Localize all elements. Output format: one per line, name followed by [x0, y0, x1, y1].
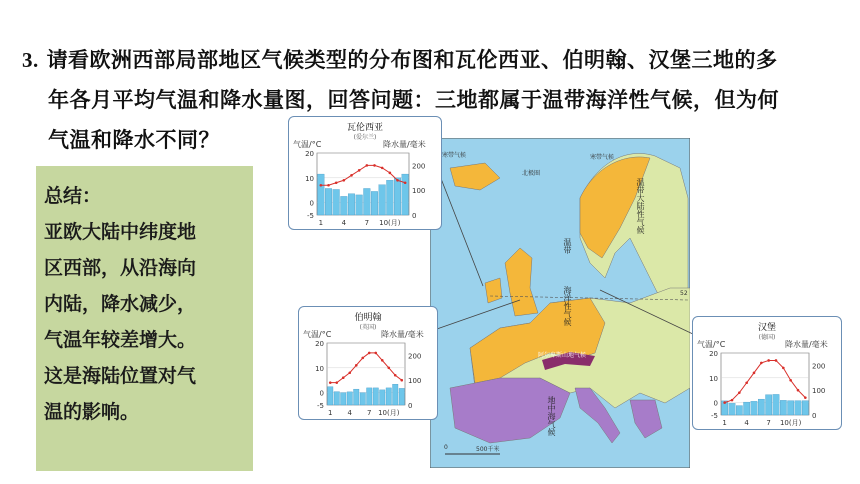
temp-tick-label: -5	[317, 402, 324, 410]
temp-point	[400, 379, 403, 382]
month-tick-label: 7	[364, 219, 370, 227]
temp-point	[797, 389, 800, 392]
precip-bar	[729, 403, 735, 415]
precip-bar	[318, 174, 325, 215]
precip-bar	[736, 406, 742, 415]
summary-line: 亚欧大陆中纬度地	[44, 221, 197, 243]
month-tick-label: 1	[318, 219, 324, 227]
month-tick-label: 4	[347, 409, 352, 417]
precip-axis-label: 降水量/毫米	[381, 330, 424, 339]
precip-bar	[773, 394, 779, 415]
temp-point	[782, 367, 785, 370]
temp-tick-label: 10	[305, 174, 314, 183]
precip-bar	[751, 401, 757, 415]
precip-tick-label: 0	[408, 402, 413, 410]
map-label-continental: 温带大陆性气候	[636, 178, 645, 234]
temp-point	[342, 376, 345, 379]
precip-tick-label: 200	[408, 352, 422, 361]
temp-tick-label: -5	[711, 412, 718, 420]
precip-bar	[744, 402, 750, 415]
precip-bar	[766, 395, 772, 415]
month-tick-label: 7	[766, 419, 771, 427]
chart-plot	[299, 307, 439, 421]
temp-point	[396, 179, 399, 182]
temp-axis-label: 气温/°C	[293, 140, 322, 149]
precip-tick-label: 100	[408, 377, 422, 386]
precip-tick-label: 200	[412, 162, 426, 171]
map-label-oceanic: 海洋性气候	[563, 286, 572, 326]
temp-point	[368, 352, 371, 355]
question-line-1: 请看欧洲西部局部地区气候类型的分布图和瓦伦西亚、伯明翰、汉堡三地的多	[46, 48, 778, 72]
precip-bar	[334, 392, 340, 405]
summary-title: 总结：	[44, 185, 102, 207]
temp-tick-label: 10	[315, 364, 324, 373]
precip-bar	[371, 191, 378, 215]
temp-point	[350, 174, 353, 177]
temp-tick-label: -5	[307, 212, 314, 220]
precip-bar	[328, 387, 334, 405]
chart-title: 汉堡	[757, 323, 776, 333]
temp-point	[381, 359, 384, 362]
map-label-temperate: 温带	[563, 238, 572, 254]
temp-point	[745, 381, 748, 384]
temp-tick-label: 10	[709, 374, 718, 383]
temp-point	[381, 167, 384, 170]
map-scale-label: 500千米	[476, 446, 500, 453]
precip-bar	[393, 384, 399, 405]
month-tick-label: 10(月)	[379, 219, 401, 227]
temp-point	[738, 391, 741, 394]
precip-bar	[341, 196, 348, 215]
precip-bar	[394, 178, 401, 215]
temp-point	[329, 381, 332, 384]
temp-point	[723, 401, 726, 404]
precip-bar	[379, 185, 386, 215]
temp-point	[753, 372, 756, 375]
chart-plot	[693, 317, 843, 431]
month-tick-label: 4	[341, 219, 347, 227]
map-label-arctic-circle: 北极圈	[522, 170, 541, 177]
temp-point	[358, 169, 361, 172]
precip-tick-label: 100	[812, 387, 826, 396]
chart-country: (英国)	[359, 324, 377, 331]
precip-bar	[780, 400, 786, 415]
temp-point	[731, 399, 734, 402]
precip-bar	[367, 388, 373, 405]
temp-point	[366, 164, 369, 167]
temp-point	[804, 396, 807, 399]
chart-plot	[289, 117, 443, 231]
precip-bar	[380, 390, 386, 405]
temp-point	[335, 381, 338, 384]
precip-tick-label: 0	[812, 412, 817, 420]
precip-bar	[347, 392, 353, 405]
temp-point	[355, 364, 358, 367]
temp-point	[387, 367, 390, 370]
precip-bar	[341, 393, 347, 405]
precip-bar	[758, 399, 764, 415]
summary-line: 区西部，从沿海向	[44, 257, 197, 279]
map-label-cold-west: 寒带气候	[442, 152, 467, 159]
temp-axis-label: 气温/°C	[303, 330, 332, 339]
month-tick-label: 10(月)	[378, 409, 400, 417]
temp-point	[343, 179, 346, 182]
temp-tick-label: 20	[315, 340, 324, 348]
temp-point	[335, 181, 338, 184]
map-label-cold-east: 寒带气候	[590, 154, 615, 161]
summary-line: 这是海陆位置对气	[44, 365, 197, 387]
precip-bar	[348, 194, 355, 215]
question-number: 3.	[22, 48, 39, 72]
climate-chart-valentia	[288, 116, 442, 230]
summary-line: 内陆，降水减少，	[44, 293, 197, 315]
map-label-mediterranean: 地中海气候	[547, 396, 556, 436]
temp-tick-label: 20	[305, 150, 314, 158]
precip-axis-label: 降水量/毫米	[785, 340, 828, 349]
map-label-alpine: 阿尔卑斯山地气候	[538, 352, 587, 359]
precip-bar	[356, 195, 363, 215]
precip-bar	[402, 174, 409, 215]
temp-point	[789, 379, 792, 382]
temp-point	[404, 181, 407, 184]
temp-tick-label: 0	[319, 389, 324, 398]
climate-chart-birmingham	[298, 306, 438, 420]
temp-line	[725, 360, 806, 402]
precip-bar	[333, 189, 340, 215]
question-line-3: 气温和降水不同？	[48, 128, 220, 152]
precip-tick-label: 100	[412, 187, 426, 196]
summary-line: 气温年较差增大。	[44, 329, 197, 351]
month-tick-label: 1	[328, 409, 333, 417]
precip-tick-label: 0	[412, 212, 417, 220]
temp-tick-label: 20	[709, 350, 718, 358]
temp-tick-label: 0	[713, 399, 718, 408]
precip-bar	[386, 388, 392, 405]
temp-point	[373, 164, 376, 167]
temp-point	[767, 359, 770, 362]
precip-bar	[373, 388, 379, 405]
temp-point	[394, 374, 397, 377]
map-label-latitude: 52	[680, 290, 688, 297]
precip-axis-label: 降水量/毫米	[383, 140, 426, 149]
month-tick-label: 4	[744, 419, 749, 427]
precip-bar	[360, 393, 366, 405]
precip-bar	[354, 389, 360, 405]
precip-bar	[364, 188, 371, 215]
temp-point	[320, 184, 323, 187]
precip-tick-label: 200	[812, 362, 826, 371]
chart-title: 瓦伦西亚	[346, 123, 383, 133]
temp-point	[760, 362, 763, 365]
precip-bar	[802, 401, 808, 415]
chart-country: (爱尔兰)	[353, 134, 377, 141]
precip-bar	[399, 388, 405, 405]
summary-line: 温的影响。	[44, 401, 140, 423]
temp-tick-label: 0	[309, 199, 314, 208]
temp-point	[327, 184, 330, 187]
temp-point	[389, 172, 392, 175]
precip-bar	[788, 401, 794, 415]
month-tick-label: 1	[722, 419, 727, 427]
precip-bar	[325, 188, 332, 215]
temp-point	[374, 352, 377, 355]
question-line-2: 年各月平均气温和降水量图，回答问题：三地都属于温带海洋性气候，但为何	[48, 88, 779, 112]
chart-title: 伯明翰	[354, 313, 382, 323]
map-scale-zero: 0	[444, 444, 448, 451]
chart-country: (德国)	[758, 334, 776, 341]
temp-point	[348, 371, 351, 374]
month-tick-label: 7	[367, 409, 372, 417]
precip-bar	[387, 180, 394, 215]
temp-point	[361, 357, 364, 360]
month-tick-label: 10(月)	[779, 419, 802, 427]
climate-chart-hamburg	[692, 316, 842, 430]
precip-bar	[795, 401, 801, 415]
temp-axis-label: 气温/°C	[697, 340, 726, 349]
temp-point	[775, 359, 778, 362]
